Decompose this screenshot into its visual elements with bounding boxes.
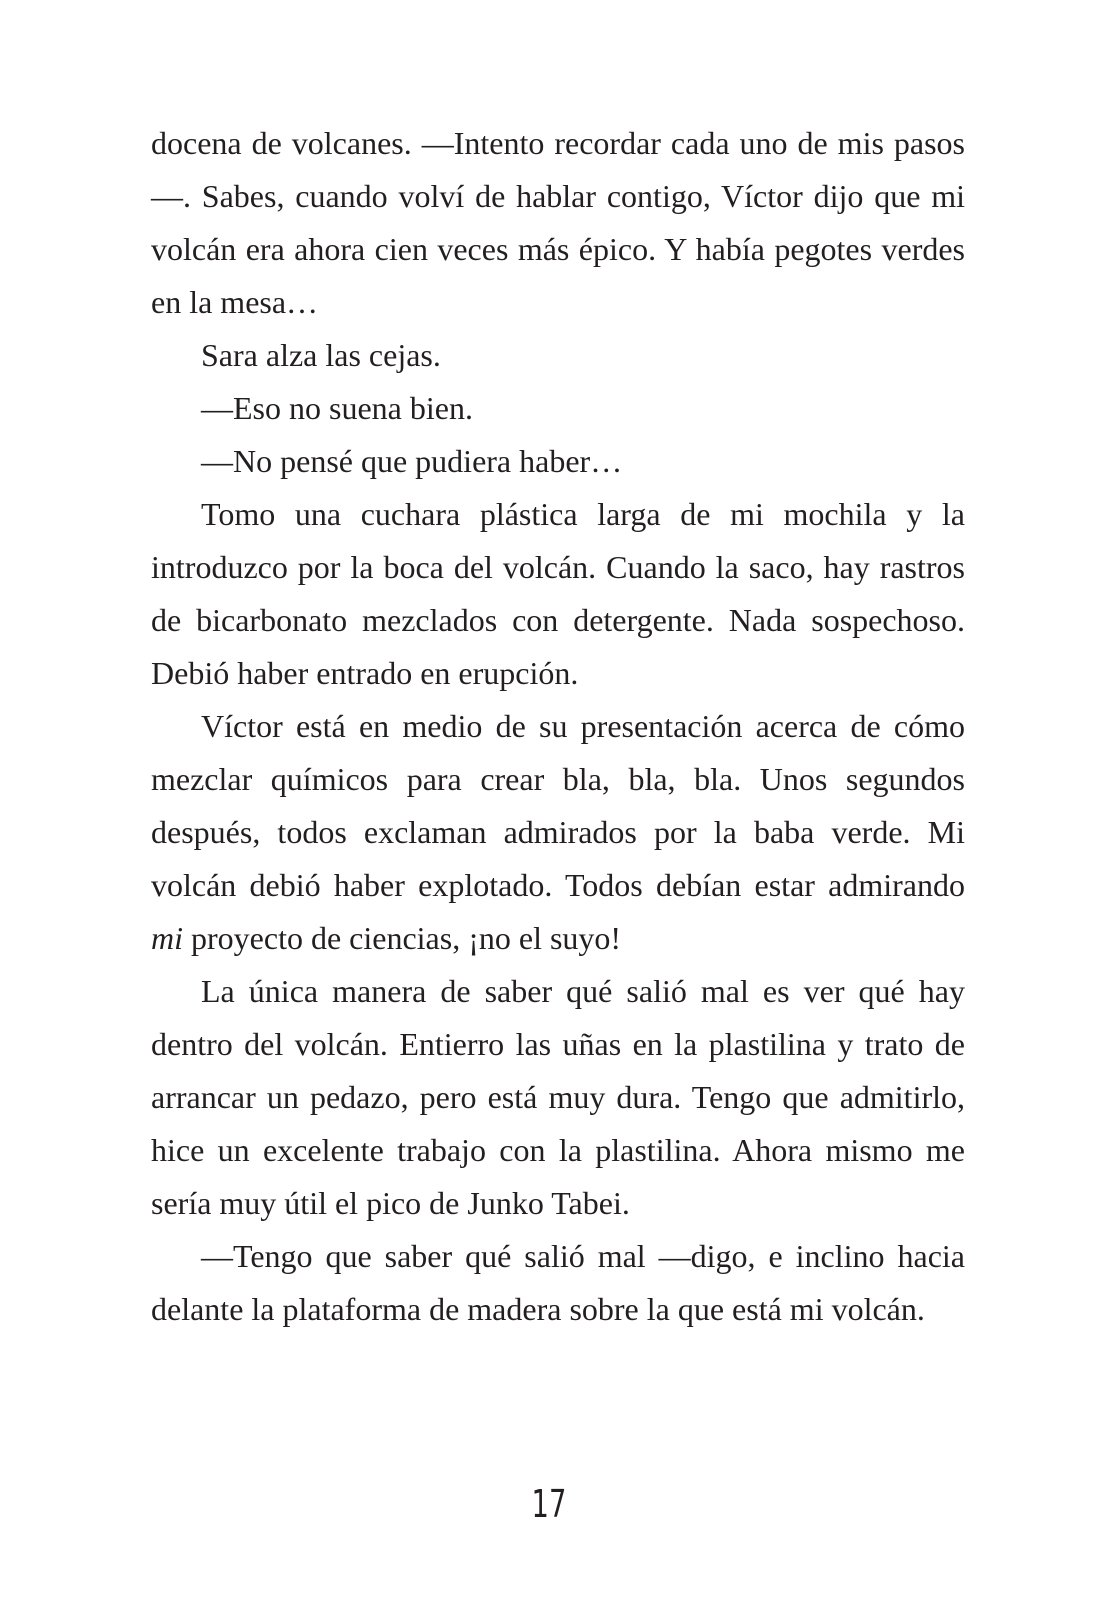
page-body <box>151 117 965 1336</box>
paragraph-victor-text-end: proyecto de ciencias, ¡no el suyo! <box>183 920 622 956</box>
emphasis-mi: mi <box>151 920 183 956</box>
dialogue-line: —No pensé que pudiera haber… <box>201 443 623 479</box>
paragraph-spoon: Tomo una cuchara plástica larga de mi mochila y la introduzco por la boca del volcán. Cuando la saco, hay rastros de bicarbonato mezclados con detergente. Nada sospechoso. Debió haber entrado en erupción. <box>151 496 965 691</box>
dialogue-line: —Eso no suena bien. <box>201 390 473 426</box>
paragraph-sara: Sara alza las cejas. <box>201 337 441 373</box>
paragraph-plasticine: La única manera de saber qué salió mal es ver qué hay dentro del volcán. Entierro las uñas en la plastilina y trato de arrancar un pedazo, pero está muy dura. Tengo que admitirlo, hice un excelente trabajo con la plastilina. Ahora mismo me sería muy útil el pico de Junko Tabei. <box>151 973 965 1221</box>
paragraph-continuation: docena de volcanes. —Intento recordar cada uno de mis pasos—. Sabes, cuando volví de hablar contigo, Víctor dijo que mi volcán era ahora cien veces más épico. Y había pegotes verdes en la mesa… <box>151 125 965 320</box>
page-number: 17 <box>531 1482 567 1526</box>
paragraph-victor-text: Víctor está en medio de su presentación acerca de cómo mezclar químicos para crear bla, bla, bla. Unos segundos después, todos exclaman admirados por la baba verde. Mi volcán debió haber explotado. Todos debían estar admirando <box>151 708 965 903</box>
paragraph-victor <box>151 700 965 965</box>
dialogue-line: —Tengo que saber qué salió mal —digo, e inclino hacia delante la plataforma de madera sobre la que está mi volcán. <box>151 1238 965 1327</box>
